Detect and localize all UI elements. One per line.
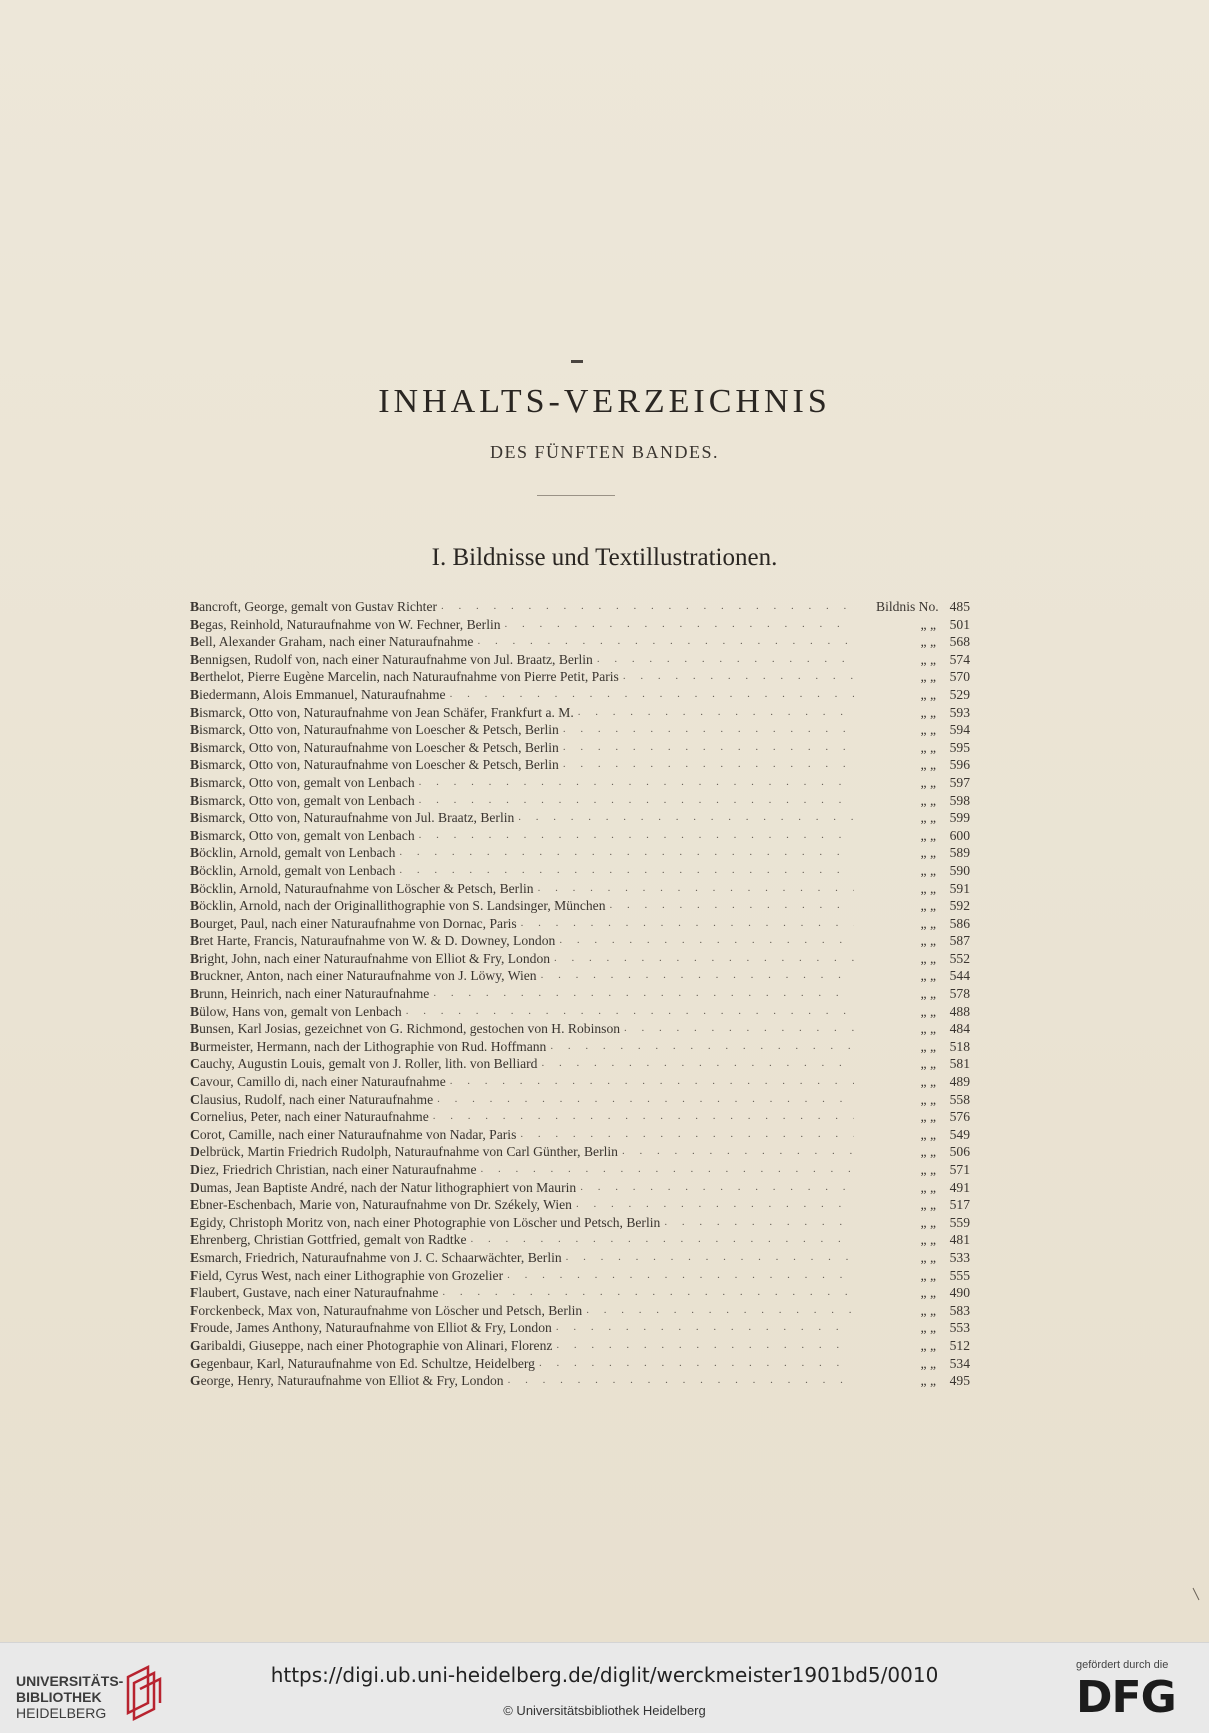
entry-name: Bennigsen, Rudolf von, nach einer Naturaufnahme von Jul. Braatz, Berlin [190,651,593,667]
dot-leader [624,1020,854,1038]
dot-leader [507,1267,854,1285]
entry-name: George, Henry, Naturaufnahme von Elliot & Fry, London [190,1373,504,1389]
dot-leader [563,721,854,739]
entry-reference [858,1073,970,1091]
dot-leader [471,1231,855,1249]
entry-reference [858,1179,970,1197]
dot-leader [433,985,854,1003]
dot-leader [586,1302,854,1320]
entry-label: „ „ [920,722,936,738]
entry-reference [858,1249,970,1267]
entry-name: Bülow, Hans von, gemalt von Lenbach [190,1003,402,1019]
index-entry [190,1003,970,1021]
entry-name: Esmarch, Friedrich, Naturaufnahme von J. C. Schaarwächter, Berlin [190,1249,562,1265]
entry-number: 581 [949,1056,970,1072]
entry-number: 481 [949,1232,970,1248]
entry-number: 529 [949,686,970,702]
entry-reference [858,774,970,792]
entry-name: Bunsen, Karl Josias, gezeichnet von G. Richmond, gestochen von H. Robinson [190,1021,621,1037]
dot-leader [576,1196,854,1214]
entry-label: „ „ [920,1197,936,1213]
index-entry [190,1126,970,1144]
entry-name: Field, Cyrus West, nach einer Lithographie von Grozelier [190,1267,504,1283]
dot-leader [505,616,854,634]
entry-reference [858,1143,970,1161]
entry-reference [858,985,970,1003]
index-entry [190,1302,970,1320]
entry-number: 570 [949,669,970,685]
page-subtitle: DES FÜNFTEN BANDES. [489,442,720,462]
entry-name: Bismarck, Otto von, Naturaufnahme von Jean Schäfer, Frankfurt a. M. [190,704,574,720]
entry-reference [858,616,970,634]
dot-leader [538,880,854,898]
entry-number: 594 [949,722,970,738]
entry-reference [858,844,970,862]
entry-label: „ „ [920,704,936,720]
entry-label: „ „ [920,634,936,650]
entry-name: Bell, Alexander Graham, nach einer Naturaufnahme [190,634,474,650]
index-entry [190,844,970,862]
entry-label: „ „ [920,1021,936,1037]
entry-number: 559 [949,1214,970,1230]
entry-name: Egidy, Christoph Moritz von, nach einer Photographie von Löscher und Petsch, Berlin [190,1214,661,1230]
index-entry [190,598,970,616]
entry-number: 484 [949,1021,970,1037]
entry-reference [858,1038,970,1056]
entry-label: „ „ [920,1038,936,1054]
entry-label: „ „ [920,792,936,808]
entry-reference [858,1020,970,1038]
dot-leader [441,598,854,616]
dot-leader [433,1108,854,1126]
entry-label: „ „ [920,1144,936,1160]
dot-leader [437,1091,854,1109]
dot-leader [623,668,854,686]
entry-name: Cauchy, Augustin Louis, gemalt von J. Roller, lith. von Belliard [190,1056,538,1072]
entry-reference [858,1196,970,1214]
entry-label: „ „ [920,739,936,755]
entry-label: „ „ [920,1320,936,1336]
entry-number: 517 [949,1197,970,1213]
entry-number: 593 [949,704,970,720]
dot-leader [508,1372,854,1390]
entry-label: „ „ [920,1109,936,1125]
entry-number: 501 [949,616,970,632]
index-entry [190,985,970,1003]
index-entry [190,1179,970,1197]
entry-number: 552 [949,950,970,966]
entry-number: 555 [949,1267,970,1283]
dot-leader [664,1214,854,1232]
document-url-link[interactable]: https://digi.ub.uni-heidelberg.de/diglit/werckmeister1901bd5/0010 [270,1663,939,1687]
dot-leader [419,827,854,845]
entry-reference [858,721,970,739]
entry-reference [858,756,970,774]
entry-reference [858,686,970,704]
entry-reference [858,967,970,985]
dfg-logo[interactable]: DFG [1076,1672,1176,1723]
index-entry [190,1231,970,1249]
entry-number: 574 [949,651,970,667]
entry-reference [858,1337,970,1355]
entry-name: Diez, Friedrich Christian, nach einer Naturaufnahme [190,1162,477,1177]
entry-label: „ „ [920,1074,936,1090]
entry-reference [858,1319,970,1337]
entry-reference [858,651,970,669]
dot-leader [442,1284,854,1302]
entry-number: 534 [949,1355,970,1371]
entry-name: Biedermann, Alois Emmanuel, Naturaufnahme [190,686,446,702]
entry-label: „ „ [920,616,936,632]
index-entry [190,1284,970,1302]
entry-label: „ „ [920,686,936,702]
entry-label: „ „ [920,915,936,931]
dot-leader [450,686,854,704]
entry-name: Böcklin, Arnold, Naturaufnahme von Löscher & Petsch, Berlin [190,880,534,896]
index-entry [190,739,970,757]
index-entry [190,1337,970,1355]
index-entry [190,1020,970,1038]
entry-label: „ „ [920,968,936,984]
dot-leader [580,1179,854,1197]
index-entry [190,1108,970,1126]
entry-name: Forckenbeck, Max von, Naturaufnahme von Löscher und Petsch, Berlin [190,1302,583,1318]
entry-label: „ „ [920,1179,936,1195]
entry-label: „ „ [920,810,936,826]
entry-name: Bright, John, nach einer Naturaufnahme von Elliot & Fry, London [190,950,551,966]
entry-name: Cavour, Camillo di, nach einer Naturaufnahme [190,1074,446,1090]
entry-label: „ „ [920,1267,936,1283]
entry-name: Bismarck, Otto von, gemalt von Lenbach [190,774,415,790]
entry-name: Brunn, Heinrich, nach einer Naturaufnahme [190,986,430,1002]
index-entry-list [190,598,970,1390]
index-entry [190,774,970,792]
entry-number: 583 [949,1302,970,1318]
entry-reference [858,897,970,915]
entry-number: 599 [949,810,970,826]
entry-number: 586 [949,915,970,931]
entry-reference [858,862,970,880]
entry-label: „ „ [920,845,936,861]
dot-leader [597,651,854,669]
entry-label: „ „ [920,1091,936,1107]
dot-leader [399,844,854,862]
section-heading: I. Bildnisse und Textillustrationen. [431,544,778,571]
entry-reference [858,950,970,968]
entry-number: 576 [949,1109,970,1125]
library-logo-line2: BIBLIOTHEK [16,1689,102,1705]
entry-name: Burmeister, Hermann, nach der Lithographie von Rud. Hoffmann [190,1038,547,1054]
index-entry [190,616,970,634]
entry-name: Bismarck, Otto von, Naturaufnahme von Jul. Braatz, Berlin [190,810,515,826]
entry-name: Delbrück, Martin Friedrich Rudolph, Naturaufnahme von Carl Günther, Berlin [190,1144,618,1160]
entry-label: „ „ [920,862,936,878]
page-dash-ornament [571,360,583,363]
viewer-footer [0,1642,1209,1733]
index-entry [190,809,970,827]
dot-leader [539,1355,854,1373]
dot-leader [518,809,854,827]
entry-number: 598 [949,792,970,808]
dot-leader [556,1319,854,1337]
entry-reference [858,633,970,651]
entry-number: 597 [949,774,970,790]
index-entry [190,967,970,985]
entry-number: 512 [949,1337,970,1353]
entry-label: „ „ [920,1249,936,1265]
index-entry [190,1161,970,1179]
entry-label: „ „ [920,1003,936,1019]
index-entry [190,1055,970,1073]
entry-number: 596 [949,757,970,773]
dot-leader [563,739,854,757]
entry-reference [858,1267,970,1285]
entry-reference [858,1126,970,1144]
index-entry [190,704,970,722]
dot-leader [477,633,854,651]
dot-leader [563,756,854,774]
index-entry [190,1319,970,1337]
dot-leader [622,1143,854,1161]
index-entry [190,792,970,810]
entry-name: Bancroft, George, gemalt von Gustav Richter [190,599,438,614]
entry-reference [858,1108,970,1126]
dot-leader [541,967,854,985]
entry-label: „ „ [920,880,936,896]
entry-reference [858,1372,970,1390]
index-entry [190,1214,970,1232]
dot-leader [481,1161,854,1179]
entry-label: „ „ [920,1232,936,1248]
entry-reference [858,827,970,845]
entry-reference [858,1231,970,1249]
entry-reference [858,792,970,810]
entry-name: Gegenbaur, Karl, Naturaufnahme von Ed. Schultze, Heidelberg [190,1355,535,1371]
entry-number: 491 [949,1179,970,1195]
entry-reference [858,880,970,898]
entry-reference [858,1003,970,1021]
entry-reference [858,809,970,827]
entry-name: Böcklin, Arnold, gemalt von Lenbach [190,862,396,878]
index-entry [190,686,970,704]
entry-name: Böcklin, Arnold, nach der Originallithographie von S. Landsinger, München [190,898,606,914]
index-entry [190,1372,970,1390]
entry-number: 558 [949,1091,970,1107]
entry-label: „ „ [920,1302,936,1318]
pencil-mark [1192,1587,1200,1601]
entry-name: Ehrenberg, Christian Gottfried, gemalt von Radtke [190,1232,467,1248]
entry-number: 489 [949,1074,970,1090]
entry-number: 571 [949,1162,970,1177]
index-entry [190,1038,970,1056]
entry-number: 568 [949,634,970,650]
entry-name: Bret Harte, Francis, Naturaufnahme von W. & D. Downey, London [190,933,556,949]
entry-reference [858,1214,970,1232]
entry-number: 595 [949,739,970,755]
dot-leader [521,915,854,933]
entry-label: „ „ [920,669,936,685]
dot-leader [450,1073,854,1091]
entry-label: „ „ [920,1337,936,1353]
entry-number: 506 [949,1144,970,1160]
entry-reference [858,932,970,950]
index-entry [190,897,970,915]
entry-name: Froude, James Anthony, Naturaufnahme von Elliot & Fry, London [190,1320,552,1336]
entry-label: „ „ [920,986,936,1002]
dot-leader [578,704,854,722]
entry-number: 553 [949,1320,970,1336]
entry-number: 587 [949,933,970,949]
index-entry [190,915,970,933]
entry-name: Bismarck, Otto von, Naturaufnahme von Loescher & Petsch, Berlin [190,739,559,755]
entry-reference [858,915,970,933]
copyright-notice: © Universitätsbibliothek Heidelberg [503,1703,706,1718]
entry-number: 488 [949,1003,970,1019]
entry-number: 578 [949,986,970,1002]
entry-label: „ „ [920,950,936,966]
entry-name: Bourget, Paul, nach einer Naturaufnahme von Dornac, Paris [190,915,517,931]
entry-name: Begas, Reinhold, Naturaufnahme von W. Fechner, Berlin [190,616,501,632]
entry-number: 591 [949,880,970,896]
entry-reference [858,1284,970,1302]
entry-number: 533 [949,1249,970,1265]
entry-name: Garibaldi, Giuseppe, nach einer Photographie von Alinari, Florenz [190,1337,553,1353]
entry-number: 544 [949,968,970,984]
index-entry [190,932,970,950]
index-entry [190,950,970,968]
entry-label: Bildnis No. [876,599,939,614]
dot-leader [556,1337,854,1355]
entry-name: Flaubert, Gustave, nach einer Naturaufnahme [190,1285,439,1301]
dot-leader [406,1003,854,1021]
index-entry [190,1196,970,1214]
funding-note: gefördert durch die [1076,1659,1169,1671]
index-entry [190,668,970,686]
index-entry [190,1073,970,1091]
entry-label: „ „ [920,1056,936,1072]
index-entry [190,721,970,739]
dot-leader [419,792,854,810]
index-entry [190,633,970,651]
dot-leader [610,897,854,915]
entry-label: „ „ [920,898,936,914]
entry-name: Bismarck, Otto von, Naturaufnahme von Loescher & Petsch, Berlin [190,757,559,773]
entry-label: „ „ [920,1126,936,1142]
entry-name: Bismarck, Otto von, Naturaufnahme von Loescher & Petsch, Berlin [190,722,559,738]
entry-reference [858,1355,970,1373]
dot-leader [541,1055,854,1073]
entry-number: 600 [949,827,970,843]
entry-name: Clausius, Rudolf, nach einer Naturaufnahme [190,1091,434,1107]
entry-label: „ „ [920,1373,936,1389]
entry-label: „ „ [920,827,936,843]
entry-reference [858,598,970,616]
entry-label: „ „ [920,933,936,949]
dot-leader [419,774,854,792]
entry-number: 592 [949,898,970,914]
entry-name: Bismarck, Otto von, gemalt von Lenbach [190,792,415,808]
index-entry [190,1143,970,1161]
dot-leader [520,1126,854,1144]
entry-name: Bismarck, Otto von, gemalt von Lenbach [190,827,415,843]
divider-rule [537,495,615,496]
entry-name: Bruckner, Anton, nach einer Naturaufnahme von J. Löwy, Wien [190,968,537,984]
entry-name: Berthelot, Pierre Eugène Marcelin, nach Naturaufnahme von Pierre Petit, Paris [190,669,619,685]
entry-reference [858,739,970,757]
entry-name: Corot, Camille, nach einer Naturaufnahme von Nadar, Paris [190,1126,517,1142]
entry-number: 518 [949,1038,970,1054]
dot-leader [566,1249,854,1267]
index-entry [190,756,970,774]
entry-label: „ „ [920,1162,936,1177]
entry-reference [858,1091,970,1109]
dot-leader [399,862,854,880]
library-logo-line1: UNIVERSITÄTS- [16,1673,124,1689]
entry-label: „ „ [920,1355,936,1371]
entry-label: „ „ [920,757,936,773]
index-entry [190,651,970,669]
entry-reference [858,704,970,722]
entry-number: 495 [949,1373,970,1389]
entry-reference [858,1055,970,1073]
dot-leader [554,950,854,968]
entry-label: „ „ [920,651,936,667]
index-entry [190,1267,970,1285]
index-entry [190,1091,970,1109]
entry-name: Dumas, Jean Baptiste André, nach der Natur lithographiert von Maurin [190,1179,577,1195]
entry-number: 490 [949,1285,970,1301]
entry-name: Ebner-Eschenbach, Marie von, Naturaufnahme von Dr. Székely, Wien [190,1197,572,1213]
dot-leader [559,932,854,950]
index-entry [190,1355,970,1373]
entry-name: Cornelius, Peter, nach einer Naturaufnahme [190,1109,429,1125]
entry-number: 589 [949,845,970,861]
entry-name: Böcklin, Arnold, gemalt von Lenbach [190,845,396,861]
entry-reference [858,1161,970,1179]
index-entry [190,862,970,880]
entry-reference [858,668,970,686]
dot-leader [550,1038,854,1056]
index-entry [190,1249,970,1267]
entry-label: „ „ [920,1285,936,1301]
index-entry [190,880,970,898]
library-logo-line3: HEIDELBERG [16,1705,107,1721]
index-entry [190,827,970,845]
entry-number: 549 [949,1126,970,1142]
entry-label: „ „ [920,774,936,790]
entry-reference [858,1302,970,1320]
page-title: INHALTS-VERZEICHNIS [378,383,831,420]
entry-number: 485 [949,599,970,614]
entry-label: „ „ [920,1214,936,1230]
entry-number: 590 [949,862,970,878]
